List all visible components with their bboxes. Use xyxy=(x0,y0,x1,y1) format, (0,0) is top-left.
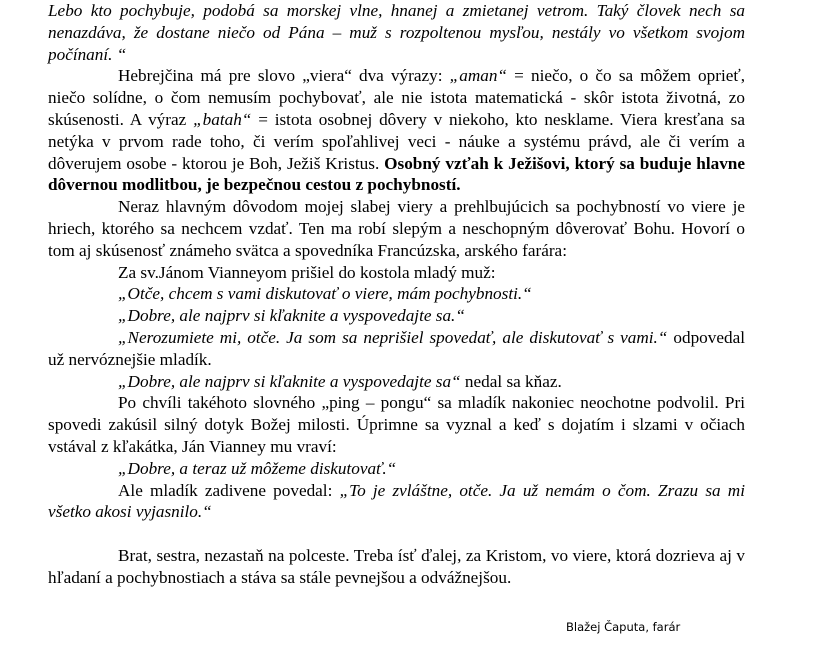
dialogue-line xyxy=(48,480,745,524)
story-intro: Za sv.Jánom Vianneyom prišiel do kostola mladý muž: xyxy=(118,262,496,282)
bold-statement: Osobný vzťah k Ježišovi, ktorý sa buduje hlavne dôvernou modlitbou, je bezpečnou cestou z pochybností. xyxy=(48,153,745,195)
term-aman: „aman“ xyxy=(449,66,507,86)
dialogue-line: „Dobre, ale najprv si kľaknite a vyspovedajte sa.“ xyxy=(118,306,465,326)
dialogue-line: „Dobre, a teraz už môžeme diskutovať.“ xyxy=(118,458,397,478)
paragraph-text: Hebrejčina má pre slovo „viera“ dva výrazy: xyxy=(118,66,450,86)
dialogue-quote: „Dobre, ale najprv si kľaknite a vyspovedajte sa“ xyxy=(118,371,461,391)
paragraph-confession: Po chvíli takéhoto slovného „ping – pongu“ sa mladík nakoniec neochotne podvolil. Pri spovedi zakúsil silný dotyk Božej milosti. Úprimne sa vyznal a keď s dojatím i slzami v očiach vstával z kľakátka, Ján Vianney mu vraví: xyxy=(48,393,745,456)
paragraph-sin: Neraz hlavným dôvodom mojej slabej viery a prehlbujúcich sa pochybností vo viere je hriech, ktorého sa nechcem vzdať. Ten ma robí slepým a neschopným dôverovať Bohu. Hovorí o tom aj skúsenosť známeho svätca a spovedníka Francúzska, arského farára: xyxy=(48,197,745,260)
paragraph-text: = istota osobnej dôvery v niekoho, kto nesklame. Viera kresťana sa netýka v prvom rade toho, či verím spoľahlivej veci - náuke a systému právd, ale či verím a dôverujem osobe - ktorou je Boh, Ježiš Kristus. xyxy=(48,109,745,173)
dialogue-quote: „To je zvláštne, otče. Ja už nemám o čom. Zrazu sa mi všetko akosi vyjasnilo.“ xyxy=(48,480,745,522)
term-batah: „batah“ xyxy=(193,109,252,129)
signature: Blažej Čaputa, farár xyxy=(566,620,681,634)
dialogue-line: „Otče, chcem s vami diskutovať o viere, mám pochybnosti.“ xyxy=(118,284,532,304)
dialogue-line xyxy=(48,327,745,371)
dialogue-tail: nedal sa kňaz. xyxy=(460,371,562,391)
dialogue-line xyxy=(48,371,745,393)
paragraph-hebrew-faith xyxy=(48,65,745,196)
dialogue-tail: Ale mladík zadivene povedal: xyxy=(118,480,340,500)
dialogue-quote: „Nerozumiete mi, otče. Ja som sa neprišiel spovedať, ale diskutovať s vami.“ xyxy=(118,327,668,347)
closing-paragraph: Brat, sestra, nezastaň na polceste. Treba ísť ďalej, za Kristom, vo viere, ktorá dozrieva aj v hľadaní a pochybnostiach a stáva sa stále pevnejšou a odvážnejšou. xyxy=(48,546,745,587)
opening-quote: Lebo kto pochybuje, podobá sa morskej vlne, hnanej a zmietanej vetrom. Taký človek nech sa nenazdáva, že dostane niečo od Pána – muž s rozpoltenou mysľou, nestály vo všetkom svojom počínaní. “ xyxy=(48,1,745,64)
paragraph-text: = niečo, o čo sa môžem oprieť, niečo solídne, o čom nemusím pochybovať, ale nie istota matematická - skôr istota životná, zo skúsenosti. A výraz xyxy=(48,66,745,129)
dialogue-tail: odpovedal už nervóznejšie mladík. xyxy=(48,327,745,369)
spacer xyxy=(48,523,745,545)
document-body xyxy=(48,0,745,589)
